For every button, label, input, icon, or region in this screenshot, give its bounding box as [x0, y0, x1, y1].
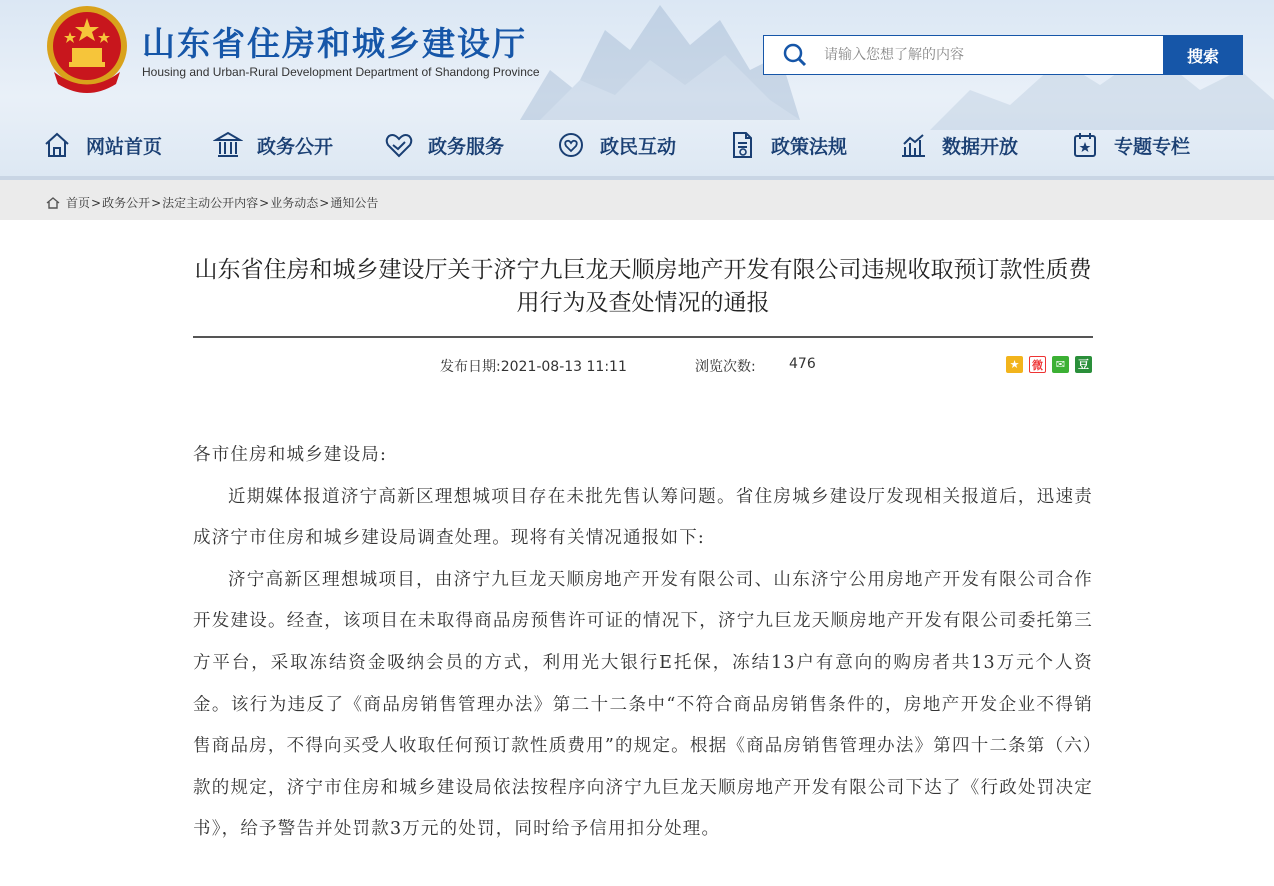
mountain-decoration: [520, 0, 800, 120]
site-header: [0, 0, 1274, 176]
nav-label: 专题专栏: [1114, 135, 1191, 158]
paragraph: 济宁高新区理想城项目，由济宁九巨龙天顺房地产开发有限公司、山东济宁公用房地产开发有限公司合作开发建设。经查，该项目在未取得商品房预售许可证的情况下，济宁九巨龙天顺房地产开发有限公司委托第三方平台，采取冻结资金吸纳会员的方式，利用光大银行E托保，冻结13户有意向的购房者共13万元个人资金。该行为违反了《商品房销售管理办法》第二十二条中“不符合商品房销售条件的，房地产开发企业不得销售商品房，不得向买受人收取任何预订款性质费用”的规定。根据《商品房销售管理办法》第四十二条第（六）款的规定，济宁市住房和城乡建设局依法按程序向济宁九巨龙天顺房地产开发有限公司下达了《行政处罚决定书》，给予警告并处罚款3万元的处罚，同时给予信用扣分处理。: [193, 569, 1093, 840]
nav-label: 政务公开: [257, 135, 334, 158]
breadcrumb-separator: >: [319, 195, 330, 210]
nav-item-government-services[interactable]: [384, 120, 504, 170]
site-title: 山东省住房和城乡建设厅: [142, 24, 527, 63]
article-body: [193, 435, 1093, 851]
breadcrumb-bar: [0, 176, 1274, 220]
home-icon: [46, 197, 60, 209]
main-nav: [0, 120, 1274, 170]
breadcrumb: [46, 194, 378, 211]
breadcrumb-item-notices[interactable]: 通知公告: [330, 196, 379, 210]
nav-item-special-topics[interactable]: [1070, 120, 1190, 170]
home-icon: [42, 130, 72, 160]
douban-icon[interactable]: 豆: [1075, 356, 1092, 373]
paragraph: 近期媒体报道济宁高新区理想城项目存在未批先售认筹问题。省住房城乡建设厅发现相关报道后，迅速责成济宁市住房和城乡建设局调查处理。现将有关情况通报如下:: [193, 486, 1093, 549]
nav-label: 政策法规: [771, 135, 848, 158]
nav-item-home[interactable]: [42, 120, 162, 170]
interaction-icon: [556, 130, 586, 160]
views-count: 476: [789, 356, 816, 372]
article-meta: [193, 356, 1093, 376]
breadcrumb-item-government-affairs[interactable]: 政务公开: [102, 196, 151, 210]
article-title: 山东省住房和城乡建设厅关于济宁九巨龙天顺房地产开发有限公司违规收取预订款性质费用行为及查处情况的通报: [194, 257, 1092, 316]
nav-label: 数据开放: [942, 135, 1019, 158]
breadcrumb-separator: >: [151, 195, 162, 210]
salutation: 各市住房和城乡建设局:: [193, 445, 388, 465]
handshake-heart-icon: [384, 130, 414, 160]
title-divider: [193, 336, 1093, 338]
search-icon: [764, 36, 824, 74]
views-label: 浏览次数:: [695, 359, 756, 375]
nav-label: 政务服务: [428, 135, 505, 158]
national-emblem-icon: [42, 2, 132, 94]
nav-item-open-data[interactable]: [898, 120, 1018, 170]
nav-label: 网站首页: [86, 135, 163, 158]
bar-chart-icon: [898, 130, 928, 160]
breadcrumb-item-business-news[interactable]: 业务动态: [270, 196, 319, 210]
document-icon: [727, 130, 757, 160]
search-input[interactable]: [824, 36, 1163, 74]
breadcrumb-item-home[interactable]: 首页: [66, 196, 91, 210]
calendar-icon: [1070, 130, 1100, 160]
breadcrumb-item-statutory-disclosure[interactable]: 法定主动公开内容: [162, 196, 259, 210]
breadcrumb-separator: >: [91, 195, 102, 210]
weibo-icon[interactable]: 微: [1029, 356, 1046, 373]
qzone-icon[interactable]: ★: [1006, 356, 1023, 373]
nav-item-interaction[interactable]: [556, 120, 676, 170]
search-button[interactable]: 搜索: [1163, 35, 1243, 75]
wechat-icon[interactable]: ✉: [1052, 356, 1069, 373]
nav-item-government-affairs[interactable]: [213, 120, 333, 170]
nav-label: 政民互动: [600, 135, 677, 158]
share-buttons: [1000, 356, 1092, 373]
breadcrumb-separator: >: [259, 195, 270, 210]
publish-date: 发布日期:2021-08-13 11:11: [440, 359, 627, 375]
site-subtitle: Housing and Urban-Rural Development Department of Shandong Province: [142, 65, 540, 79]
search-box: [763, 35, 1243, 75]
nav-item-policies[interactable]: [727, 120, 847, 170]
building-icon: [213, 130, 243, 160]
